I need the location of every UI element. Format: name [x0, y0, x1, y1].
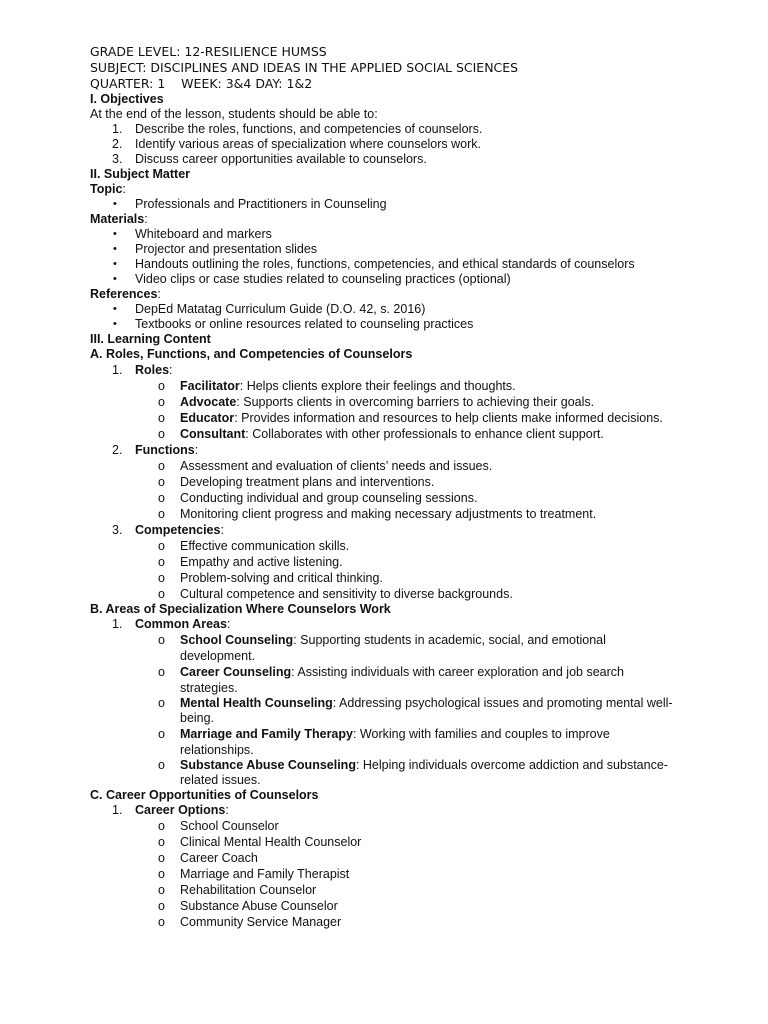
sub-bullet-icon: o — [158, 899, 165, 913]
materials-item: • Video clips or case studies related to counseling practices (optional) — [113, 272, 511, 286]
bullet-icon: • — [113, 243, 117, 255]
function-item: o Conducting individual and group counseling sessions. — [158, 491, 478, 505]
list-number: 3. — [112, 152, 123, 166]
sub-bullet-icon: o — [158, 867, 165, 881]
sub-bullet-icon: o — [158, 835, 165, 849]
learning-content-heading: III. Learning Content — [90, 332, 211, 346]
competency-item: o Problem-solving and critical thinking. — [158, 571, 383, 585]
career-options-label: 1. Career Options: — [112, 803, 229, 817]
quarter-line: QUARTER: 1 WEEK: 3&4 DAY: 1&2 — [90, 76, 313, 91]
sub-bullet-icon: o — [158, 915, 165, 929]
role-item: o Advocate: Supports clients in overcoming barriers to achieving their goals. — [158, 395, 595, 409]
section-c-heading: C. Career Opportunities of Counselors — [90, 788, 319, 802]
materials-item: • Handouts outlining the roles, functions, competencies, and ethical standards of counselors — [113, 257, 635, 271]
role-item: o Facilitator: Helps clients explore their feelings and thoughts. — [158, 379, 516, 393]
role-item: o Educator: Provides information and resources to help clients make informed decisions. — [158, 411, 663, 425]
bullet-icon: • — [113, 258, 117, 270]
competency-item: o Cultural competence and sensitivity to diverse backgrounds. — [158, 587, 513, 601]
sub-bullet-icon: o — [158, 758, 165, 772]
sub-bullet-icon: o — [158, 539, 165, 553]
subject-matter-heading: II. Subject Matter — [90, 167, 191, 181]
references-item: • DepEd Matatag Curriculum Guide (D.O. 42, s. 2016) — [113, 302, 426, 316]
career-option-item: o Career Coach — [158, 851, 258, 865]
career-option-item: o Community Service Manager — [158, 915, 342, 929]
bullet-icon: • — [113, 198, 117, 210]
list-number: 2. — [112, 443, 123, 457]
list-number: 1. — [112, 363, 123, 377]
sub-bullet-icon: o — [158, 475, 165, 489]
sub-bullet-icon: o — [158, 555, 165, 569]
list-number: 1. — [112, 122, 123, 136]
career-option-item: o School Counselor — [158, 819, 279, 833]
sub-bullet-icon: o — [158, 883, 165, 897]
subject-line: SUBJECT: DISCIPLINES AND IDEAS IN THE APPLIED SOCIAL SCIENCES — [90, 60, 519, 75]
section-a-heading: A. Roles, Functions, and Competencies of Counselors — [90, 347, 413, 361]
section-b-heading: B. Areas of Specialization Where Counselors Work — [90, 602, 391, 616]
career-option-item: o Rehabilitation Counselor — [158, 883, 317, 897]
list-number: 1. — [112, 803, 123, 817]
grade-level: GRADE LEVEL: 12-RESILIENCE HUMSS — [90, 44, 327, 59]
area-item: o Career Counseling: Assisting individuals with career exploration and job search strategies. — [158, 665, 624, 695]
sub-bullet-icon: o — [158, 696, 165, 710]
references-item: • Textbooks or online resources related to counseling practices — [113, 317, 474, 331]
career-option-item: o Marriage and Family Therapist — [158, 867, 350, 881]
lesson-plan-document — [90, 44, 690, 930]
area-item: o Marriage and Family Therapy: Working with families and couples to improve relationships. — [158, 727, 610, 757]
function-item: o Assessment and evaluation of clients’ needs and issues. — [158, 459, 493, 473]
list-number: 2. — [112, 137, 123, 151]
topic-item: • Professionals and Practitioners in Counseling — [113, 197, 387, 211]
career-option-item: o Clinical Mental Health Counselor — [158, 835, 362, 849]
materials-item: • Projector and presentation slides — [113, 242, 318, 256]
roles-label: 1. Roles: — [112, 363, 173, 377]
career-option-item: o Substance Abuse Counselor — [158, 899, 338, 913]
sub-bullet-icon: o — [158, 587, 165, 601]
role-item: o Consultant: Collaborates with other professionals to enhance client support. — [158, 427, 604, 441]
sub-bullet-icon: o — [158, 727, 165, 741]
sub-bullet-icon: o — [158, 819, 165, 833]
competencies-label: 3. Competencies: — [112, 523, 224, 537]
objective-item: 2. Identify various areas of specialization where counselors work. — [112, 137, 482, 151]
list-number: 3. — [112, 523, 123, 537]
bullet-icon: • — [113, 303, 117, 315]
bullet-icon: • — [113, 318, 117, 330]
bullet-icon: • — [113, 273, 117, 285]
sub-bullet-icon: o — [158, 571, 165, 585]
sub-bullet-icon: o — [158, 395, 165, 409]
competency-item: o Empathy and active listening. — [158, 555, 343, 569]
materials-item: • Whiteboard and markers — [113, 227, 272, 241]
area-item: o School Counseling: Supporting students in academic, social, and emotional development. — [158, 633, 606, 663]
sub-bullet-icon: o — [158, 851, 165, 865]
materials-label: Materials: — [90, 212, 148, 226]
sub-bullet-icon: o — [158, 411, 165, 425]
area-item: o Substance Abuse Counseling: Helping individuals overcome addiction and substance- related issues. — [158, 758, 668, 787]
objective-item: 3. Discuss career opportunities available to counselors. — [112, 152, 427, 166]
objectives-intro: At the end of the lesson, students should be able to: — [90, 107, 378, 121]
sub-bullet-icon: o — [158, 665, 165, 679]
bullet-icon: • — [113, 228, 117, 240]
objective-item: 1. Describe the roles, functions, and competencies of counselors. — [112, 122, 483, 136]
list-number: 1. — [112, 617, 123, 631]
sub-bullet-icon: o — [158, 633, 165, 647]
sub-bullet-icon: o — [158, 491, 165, 505]
function-item: o Monitoring client progress and making necessary adjustments to treatment. — [158, 507, 597, 521]
sub-bullet-icon: o — [158, 379, 165, 393]
references-label: References: — [90, 287, 161, 301]
common-areas-label: 1. Common Areas: — [112, 617, 231, 631]
functions-label: 2. Functions: — [112, 443, 199, 457]
area-item: o Mental Health Counseling: Addressing psychological issues and promoting mental well- being. — [158, 696, 673, 725]
function-item: o Developing treatment plans and interventions. — [158, 475, 435, 489]
competency-item: o Effective communication skills. — [158, 539, 350, 553]
sub-bullet-icon: o — [158, 459, 165, 473]
sub-bullet-icon: o — [158, 427, 165, 441]
objectives-heading: I. Objectives — [90, 92, 164, 106]
topic-label: Topic: — [90, 182, 126, 196]
sub-bullet-icon: o — [158, 507, 165, 521]
